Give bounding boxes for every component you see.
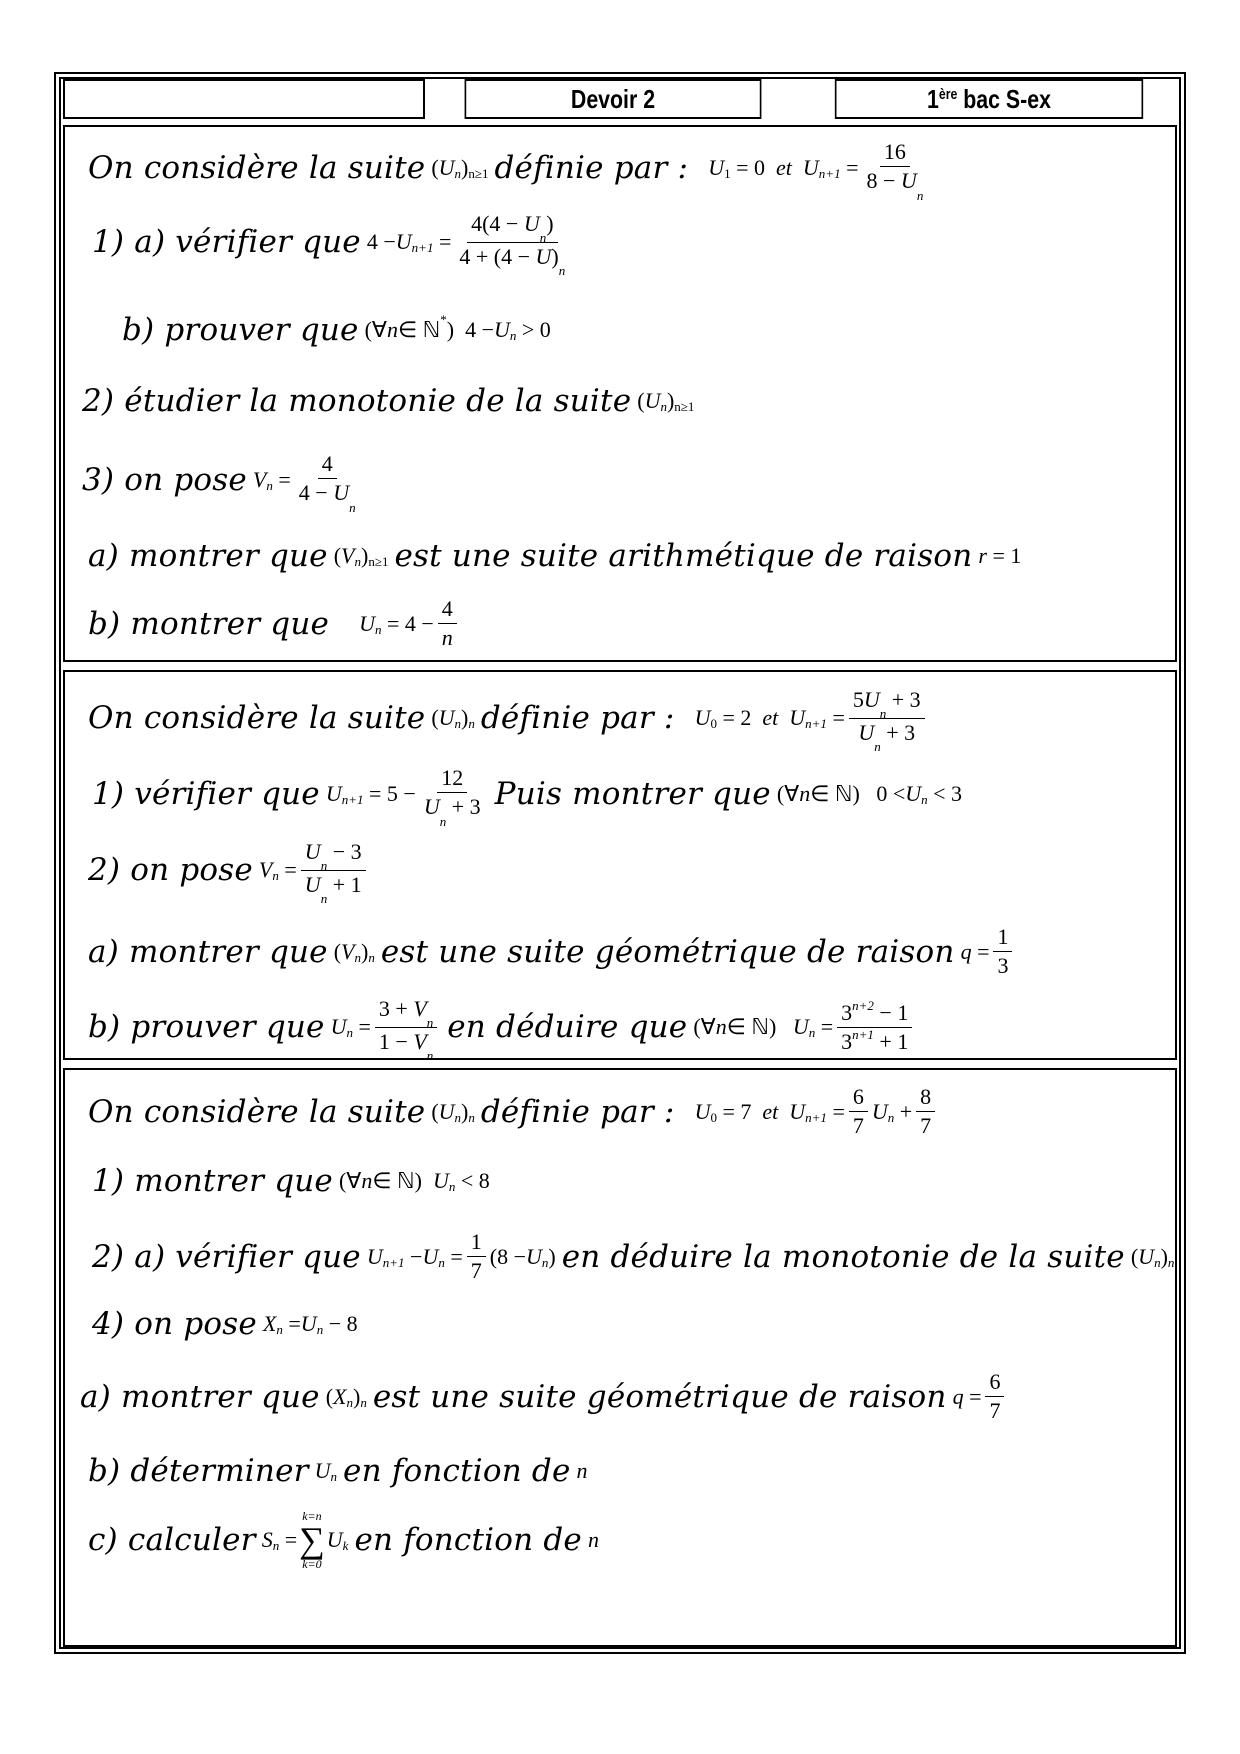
header-title: Devoir 2 bbox=[570, 83, 656, 114]
ex1-q3-line: 3) on pose V n = $\frac{4}{4 - U_n}$ bbox=[82, 451, 356, 515]
ex2-q2-line: 2) on pose V n = $\frac{U_n - 3}{U_n + 1}$ bbox=[88, 840, 376, 900]
ex1-q3a-line: a) montrer que ( V n ) n≥1 est une suite arithmétique de raison r = 1 bbox=[88, 538, 1022, 574]
ex1-q1a-line: 1) a) vérifier que 4 − U n+1 = $\frac{4(4 - U_n)}{4 + (4 - U)_n}$ bbox=[92, 211, 566, 279]
ex3-intro-line: On considère la suite ( U n ) n définie par : U 0 = 7 et U n+1 = $\frac{6}{7}$ U n + $\frac{8}{7}$ bbox=[88, 1085, 945, 1138]
header-class: 1ère bac S-ex bbox=[927, 83, 1051, 114]
ex1-q2-line: 2) étudier la monotonie de la suite ( U n ) n≥1 bbox=[82, 383, 695, 419]
ex1-q1b-line: b) prouver que (∀ n ∈ ℕ * ) 4 − U n > 0 bbox=[122, 312, 551, 348]
header-title-cell bbox=[465, 79, 762, 119]
ex3-q4a-line: a) montrer que ( X n ) n est une suite géométrique de raison q = $\frac{6}{7}$ bbox=[80, 1370, 1014, 1423]
ex3-q2-line: 2) a) vérifier que U n+1 − U n = $\frac{1}{7}$ (8 − U n ) en déduire la monotonie de la suite ( U n ) n bbox=[92, 1229, 1175, 1284]
ex1-q3b-line: b) montrer que U n = 4 − $\frac{4}{n}$ bbox=[88, 597, 467, 650]
ex3-q4-line: 4) on pose X n = U n − 8 bbox=[92, 1306, 358, 1342]
ex1-intro-line: On considère la suite ( U n ) n≥1 définie par : U 1 = 0 et U n+1 = $\frac{16}{8 - U_n}$ bbox=[88, 139, 924, 203]
header-class-cell bbox=[835, 79, 1143, 119]
ex2-intro-line: On considère la suite ( U n ) n définie par : U 0 = 2 et U n+1 = $\frac{5U_n + 3}{U_n + 3}$ bbox=[88, 688, 935, 748]
ex2-q1-line: 1) vérifier que U n+1 = 5 − $\frac{12}{U_n + 3}$ Puis montrer que (∀ n ∈ ℕ) 0 < U n < 3 bbox=[92, 765, 963, 829]
ex3-q4c-line: c) calculer S n = k=n ∑ k=0 U k en fonction de n bbox=[88, 1509, 599, 1571]
header-left-cell bbox=[63, 79, 425, 119]
ex3-q1-line: 1) montrer que (∀ n ∈ ℕ) U n < 8 bbox=[92, 1163, 490, 1199]
ex3-q4b-line: b) déterminer U n en fonction de n bbox=[88, 1453, 588, 1489]
ex2-q2a-line: a) montrer que ( V n ) n est une suite géométrique de raison q = $\frac{1}{3}$ bbox=[88, 925, 1022, 978]
ex2-q2b-line: b) prouver que U n = $\frac{3 + V_n}{1 - V_n}$ en déduire que (∀ n ∈ ℕ) U n = $\frac{3^{n+2} - 1}{3^{n+1} + 1}$ bbox=[88, 997, 922, 1057]
